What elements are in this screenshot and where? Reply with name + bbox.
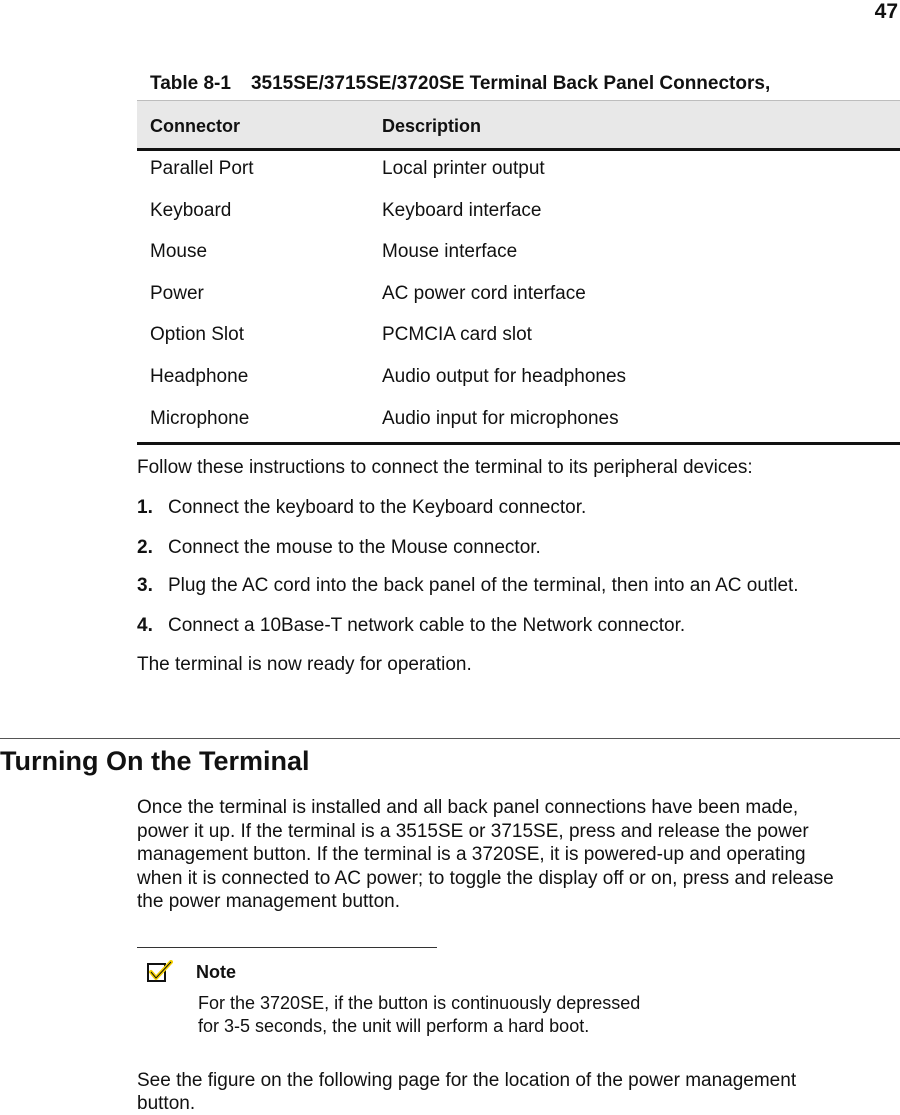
table-row [137,234,900,276]
step-item [137,615,685,637]
table-row [137,151,900,193]
note-text [198,992,640,1038]
page-number: 47 [874,0,898,23]
cell-description: Local printer output [382,158,545,179]
cell-connector: Keyboard [150,199,232,221]
table-row [137,276,900,318]
body-line: the power management button. [137,891,401,912]
connectors-table [137,100,900,445]
step-number: 4. [137,615,153,636]
closing-paragraph [137,1069,796,1115]
cell-connector: Option Slot [150,324,244,346]
step-text: Plug the AC cord into the back panel of the terminal, then into an AC outlet. [168,575,799,596]
instructions-intro: Follow these instructions to connect the terminal to its peripheral devices: [137,457,753,478]
note-line: For the 3720SE, if the button is continuously depressed [198,993,641,1013]
table-caption-title: 3515SE/3715SE/3720SE Terminal Back Panel Connectors, [250,73,771,94]
closing-line: button. [137,1093,196,1114]
step-text: Connect a 10Base-T network cable to the Network connector. [168,615,686,636]
table-row [137,317,900,359]
table-caption [150,73,770,95]
header-description: Description [382,116,482,136]
step-item [137,497,586,519]
closing-line: See the figure on the following page for the location of the power management [137,1070,797,1091]
table-row [137,193,900,235]
cell-connector: Mouse [150,241,208,263]
table-row [137,401,900,443]
cell-description: AC power cord interface [382,282,586,304]
table-bottom-rule [137,442,900,445]
cell-description: Audio output for headphones [382,365,627,387]
cell-connector: Power [150,282,204,304]
note-label: Note [196,962,236,982]
step-number: 2. [137,537,153,558]
instructions-outro: The terminal is now ready for operation. [137,654,472,675]
table-caption-number: Table 8-1 [150,73,231,94]
step-item [137,537,541,559]
cell-connector: Headphone [150,365,249,387]
cell-connector: Microphone [150,407,250,429]
note-divider [137,947,437,948]
body-line: power it up. If the terminal is a 3515SE or 3715SE, press and release the power [137,820,809,842]
header-connector: Connector [150,116,240,136]
table-header [137,100,900,151]
step-item [137,575,799,597]
body-line: Once the terminal is installed and all back panel connections have been made, [137,797,799,818]
step-number: 3. [137,575,153,596]
step-text: Connect the mouse to the Mouse connector. [168,537,541,558]
step-text: Connect the keyboard to the Keyboard connector. [168,497,587,518]
section-title: Turning On the Terminal [0,746,310,776]
step-number: 1. [137,497,153,518]
table-row [137,359,900,401]
cell-connector: Parallel Port [150,158,254,179]
cell-description: Keyboard interface [382,199,542,221]
section-body [137,796,900,914]
cell-description: Mouse interface [382,241,518,263]
cell-description: Audio input for microphones [382,407,619,429]
checkmark-note-icon [147,960,171,984]
body-line: when it is connected to AC power; to toggle the display off or on, press and release [137,867,834,889]
body-line: management button. If the terminal is a 3720SE, it is powered-up and operating [137,844,806,865]
note-line: for 3-5 seconds, the unit will perform a hard boot. [198,1016,590,1036]
section-divider [0,738,900,739]
cell-description: PCMCIA card slot [382,324,532,346]
